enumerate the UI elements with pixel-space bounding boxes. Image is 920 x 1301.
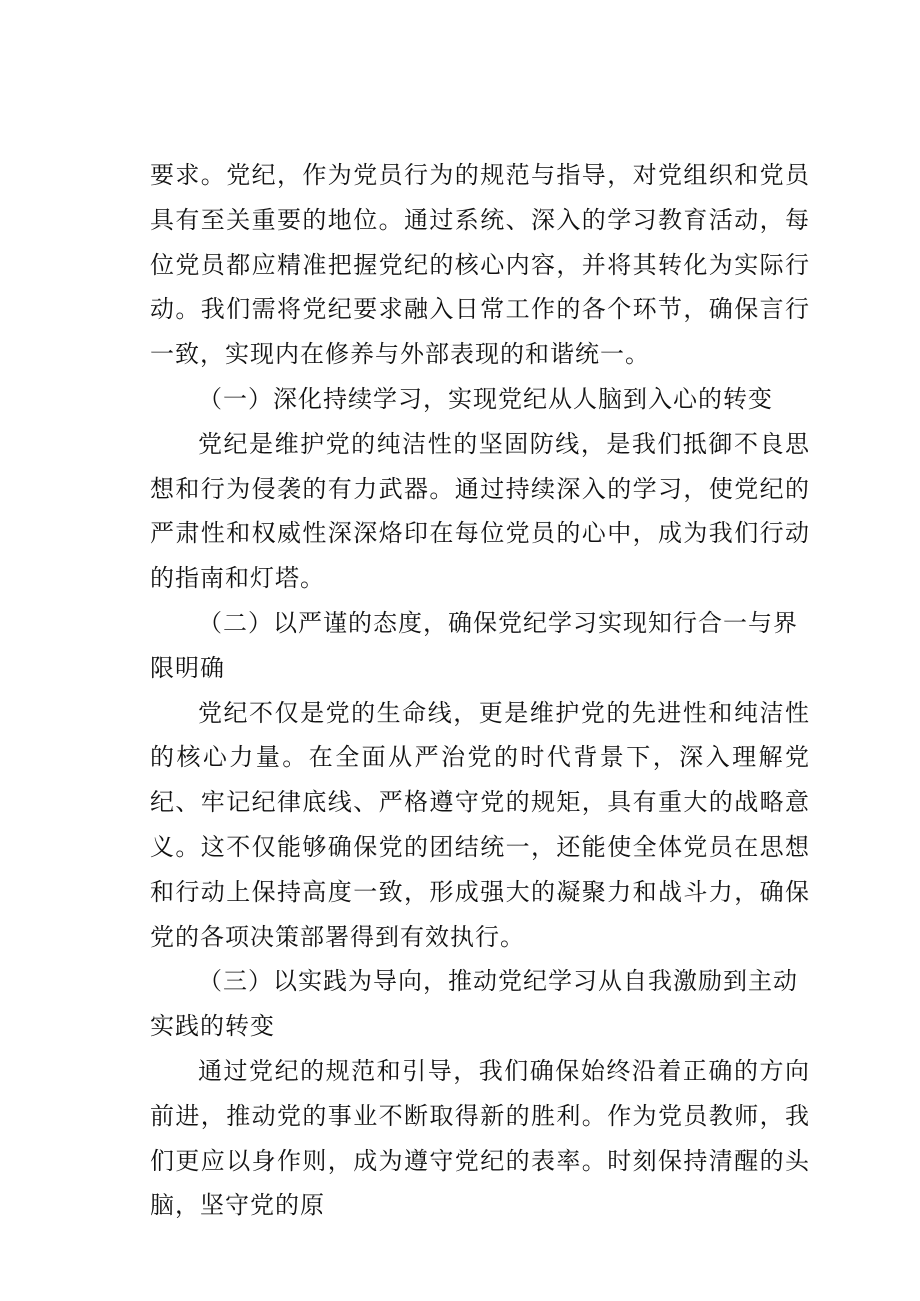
document-page — [150, 153, 810, 1228]
body-paragraph-2: 党纪不仅是党的生命线，更是维护党的先进性和纯洁性的核心力量。在全面从严治党的时代背景下，深入理解党纪、牢记纪律底线、严格遵守党的规矩，具有重大的战略意义。这不仅能够确保党的团结统一，还能使全体党员在思想和行动上保持高度一致，形成强大的凝聚力和战斗力，确保党的各项决策部署得到有效执行。 — [150, 698, 810, 951]
body-paragraph-3: 通过党纪的规范和引导，我们确保始终沿着正确的方向前进，推动党的事业不断取得新的胜利。作为党员教师，我们更应以身作则，成为遵守党纪的表率。时刻保持清醒的头脑，坚守党的原 — [150, 1056, 810, 1220]
section-heading-1: （一）深化持续学习，实现党纪从人脑到入心的转变 — [198, 384, 773, 413]
body-paragraph-1: 党纪是维护党的纯洁性的坚固防线，是我们抵御不良思想和行为侵袭的有力武器。通过持续深入的学习，使党纪的严肃性和权威性深深烙印在每位党员的心中，成为我们行动的指南和灯塔。 — [150, 429, 810, 593]
section-heading-2: （二）以严谨的态度，确保党纪学习实现知行合一与界限明确 — [150, 608, 798, 682]
body-paragraph-continued: 要求。党纪，作为党员行为的规范与指导，对党组织和党员具有至关重要的地位。通过系统、深入的学习教育活动，每位党员都应精准把握党纪的核心内容，并将其转化为实际行动。我们需将党纪要求融入日常工作的各个环节，确保言行一致，实现内在修养与外部表现的和谐统一。 — [150, 161, 810, 369]
section-heading-3: （三）以实践为导向，推动党纪学习从自我激励到主动实践的转变 — [150, 967, 798, 1041]
